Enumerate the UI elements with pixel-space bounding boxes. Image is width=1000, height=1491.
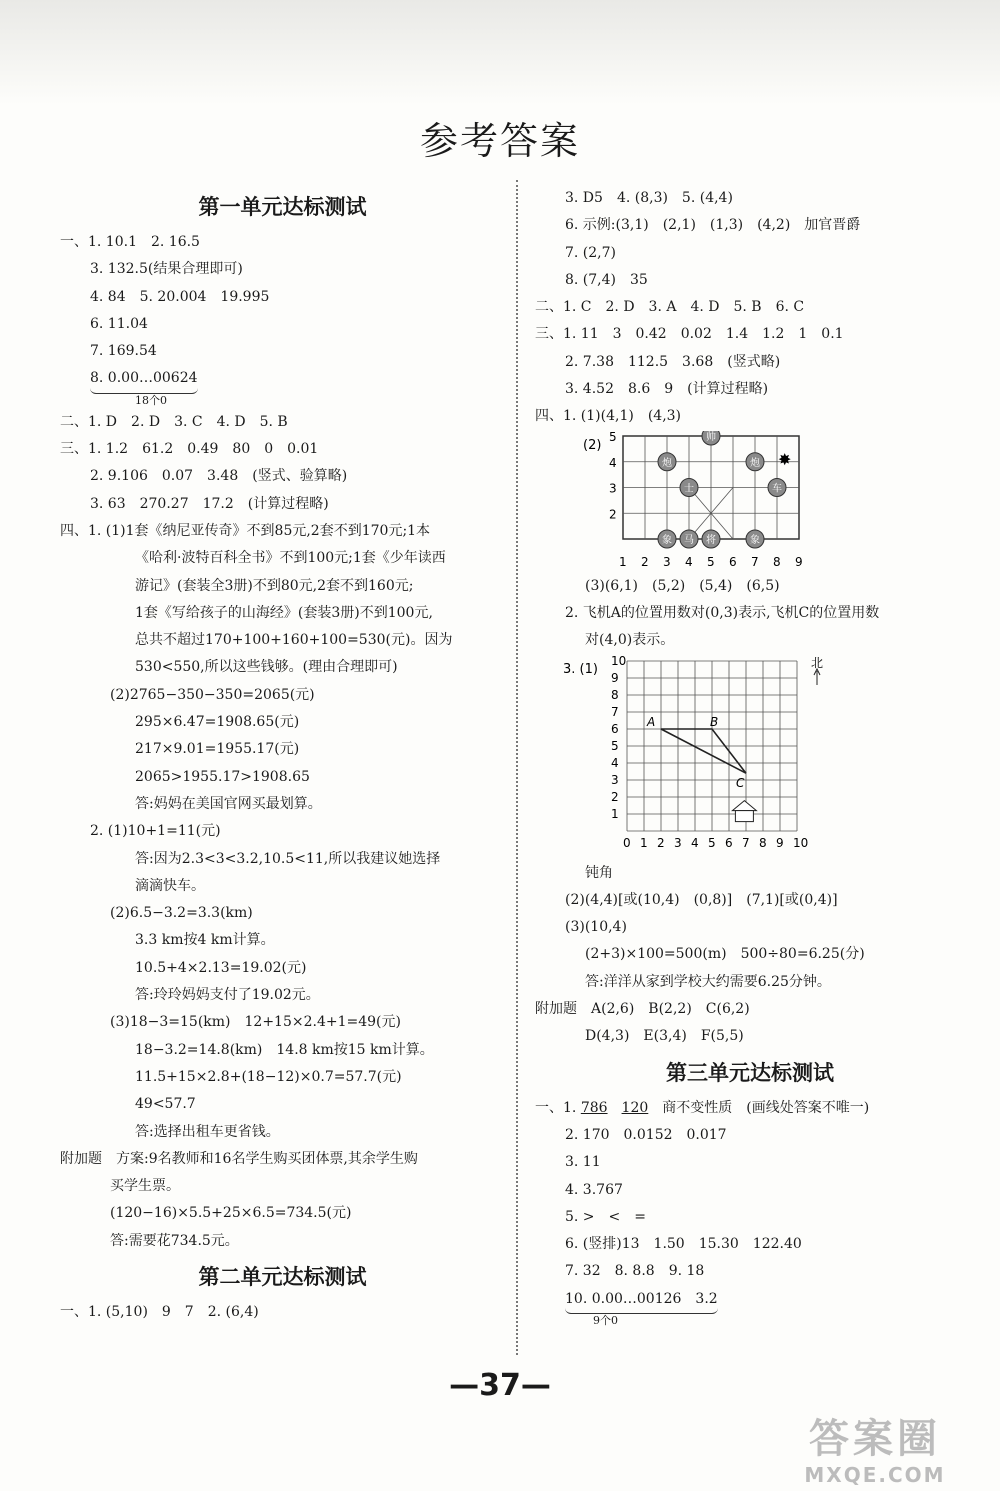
answer-line: 7. 32 8. 8.8 9. 18 [565, 1263, 705, 1280]
x-tick-label: 2 [657, 835, 665, 850]
answer-line: 18−3.2=14.8(km) 14.8 km按15 km计算。 [135, 1041, 434, 1058]
chess-piece-label: 士 [684, 483, 694, 495]
answer-line: 四、1. (1)1套《纳尼亚传奇》不到85元,2套不到170元;1本 [60, 522, 431, 539]
answer-line: 二、1. C 2. D 3. A 4. D 5. B 6. C [535, 299, 805, 316]
answer-line: 对(4,0)表示。 [585, 632, 675, 649]
answer-line: 2065>1955.17>1908.65 [135, 768, 310, 785]
answer-line: 答:洋洋从家到学校大约需要6.25分钟。 [585, 973, 831, 990]
grid-ticks [611, 655, 808, 850]
x-tick-label: 5 [708, 835, 716, 850]
chess-piece-label: 象 [750, 534, 760, 546]
answer-line: (2+3)×100=500(m) 500÷80=6.25(分) [585, 946, 865, 963]
unit3-heading: 第三单元达标测试 [666, 1059, 834, 1085]
answer-line: 7. (2,7) [565, 244, 616, 261]
y-tick-label: 5 [609, 430, 617, 444]
chess-piece-label: 象 [662, 534, 672, 546]
chess-piece-label: 炮 [750, 457, 760, 469]
y-tick-label: 3 [609, 481, 617, 496]
unit2-heading: 第二单元达标测试 [198, 1263, 367, 1289]
answer-line: 游记》(套装全3册)不到80元,2套不到160元; [135, 577, 414, 594]
answer-line: D(4,3) E(3,4) F(5,5) [585, 1028, 744, 1045]
y-tick-label: 4 [611, 755, 619, 770]
watermark-main: 答案圈 [809, 1416, 941, 1462]
x-tick-label: 1 [640, 835, 648, 850]
coordinate-grid-figure [535, 655, 965, 860]
x-tick-label: 6 [729, 554, 737, 569]
star-mark: ✸ [778, 449, 792, 469]
answer-line: 3. 4.52 8.6 9 (计算过程略) [565, 381, 769, 398]
answer-line: 10.5+4×2.13=19.02(元) [135, 959, 307, 976]
x-tick-label: 4 [691, 835, 699, 850]
answer-line: (120−16)×5.5+25×6.5=734.5(元) [110, 1205, 352, 1222]
answer-line: 4. 84 5. 20.004 19.995 [90, 288, 270, 305]
x-tick-label: 5 [707, 554, 715, 569]
watermark-logo [770, 1415, 980, 1487]
grid-label: 3. (1) [563, 661, 598, 677]
answer-line: 3.3 km按4 km计算。 [135, 932, 275, 949]
house-body [735, 810, 753, 821]
zeros-brace: 10. 0.00…00126 3.2 [565, 1286, 718, 1314]
coordinate-grid-svg [535, 655, 865, 860]
answer-line: 49<57.7 [135, 1096, 196, 1113]
answer-line: (3)(10,4) [565, 919, 627, 936]
brace-note: 18个0 [135, 393, 167, 407]
answer-line: 3. 63 270.27 17.2 (计算过程略) [90, 495, 329, 512]
answer-line: 217×9.01=1955.17(元) [135, 741, 300, 758]
answer-line: 2. (1)10+1=11(元) [90, 823, 221, 840]
answer-line: 总共不超过170+100+160+100=530(元)。因为 [135, 632, 453, 649]
answer-line: 答:因为2.3<3<3.2,10.5<11,所以我建议她选择 [135, 850, 441, 867]
answer-line: 2. 7.38 112.5 3.68 (竖式略) [565, 353, 781, 370]
y-tick-label: 10 [611, 654, 627, 668]
chess-board-figure [535, 431, 965, 573]
answer-line: 附加题 方案:9名教师和16名学生购买团体票,其余学生购 [60, 1150, 418, 1167]
answer-line: 295×6.47=1908.65(元) [135, 714, 300, 731]
answer-line: 四、1. (1)(4,1) (4,3) [535, 408, 682, 425]
house-icon [732, 800, 756, 821]
answer-line: (2)2765−350−350=2065(元) [110, 686, 315, 703]
watermark-sub: MXQE.COM [804, 1463, 946, 1487]
answer-line: 3. 11 [565, 1154, 601, 1171]
q1-prefix: 一、1. [535, 1099, 581, 1116]
answer-line: 钝角 [585, 864, 613, 881]
answer-line: 6. 11.04 [90, 315, 148, 332]
answer-line: 一、1. 10.1 2. 16.5 [60, 234, 200, 250]
x-tick-label: 1 [619, 554, 627, 569]
chess-piece-label: 车 [772, 483, 782, 495]
chess-board-svg [535, 431, 835, 573]
answer-line: 2. 9.106 0.07 3.48 (竖式、验算略) [90, 468, 348, 485]
chess-piece-label: 马 [684, 534, 694, 546]
chess-piece-label: 炮 [662, 457, 672, 469]
y-tick-label: 7 [611, 704, 619, 719]
north-label: 北 [811, 655, 824, 670]
x-tick-label: 7 [751, 554, 759, 569]
answer-line: 三、1. 11 3 0.42 0.02 1.4 1.2 1 0.1 [535, 326, 844, 343]
underlined-answer: 786 [580, 1099, 608, 1116]
underlined-answer: 120 [621, 1099, 649, 1116]
answer-line: 2. 飞机A的位置用数对(0,3)表示,飞机C的位置用数 [565, 604, 880, 621]
top-band [0, 0, 1000, 105]
answer-line: 答:选择出租车更省钱。 [135, 1123, 280, 1140]
answer-line: 11.5+15×2.8+(18−12)×0.7=57.7(元) [135, 1068, 402, 1085]
x-tick-label: 0 [623, 835, 631, 850]
y-tick-label: 2 [609, 506, 617, 521]
y-tick-label: 4 [609, 455, 617, 470]
y-tick-label: 2 [611, 789, 619, 804]
answer-line: 三、1. 1.2 61.2 0.49 80 0 0.01 [60, 441, 319, 458]
x-tick-label: 9 [776, 835, 784, 850]
board-x-ticks [619, 555, 803, 569]
answer-line: 买学生票。 [110, 1178, 180, 1195]
zeros-brace: 8. 0.00…00624 [90, 365, 198, 393]
grid-lines [627, 661, 797, 831]
answer-line: 一、1. (5,10) 9 7 2. (6,4) [60, 1303, 259, 1320]
answer-line [60, 365, 505, 392]
answer-line [535, 1286, 965, 1313]
x-tick-label: 4 [685, 554, 693, 569]
x-tick-label: 2 [641, 554, 649, 569]
x-tick-label: 10 [793, 835, 809, 850]
page-title: 参考答案 [419, 119, 580, 163]
answer-line: 4. 3.767 [565, 1181, 623, 1198]
brace-note: 9个0 [593, 1314, 618, 1328]
y-tick-label: 9 [611, 670, 619, 685]
y-tick-label: 8 [611, 687, 619, 702]
chess-piece-label: 将 [706, 534, 716, 546]
y-tick-label: 5 [611, 738, 619, 753]
x-tick-label: 3 [663, 554, 671, 569]
answer-line: 8. (7,4) 35 [565, 271, 648, 288]
board-pieces [658, 431, 786, 548]
x-tick-label: 6 [725, 835, 733, 850]
answer-line: 附加题 A(2,6) B(2,2) C(6,2) [535, 1001, 750, 1018]
answer-line: (3)(6,1) (5,2) (5,4) (6,5) [585, 577, 780, 594]
page-number: —37— [449, 1368, 551, 1403]
right-column [535, 185, 965, 1329]
answer-line: 1套《写给孩子的山海经》(套装3册)不到100元, [135, 604, 433, 621]
unit1-heading: 第一单元达标测试 [198, 194, 367, 219]
answer-line: 二、1. D 2. D 3. C 4. D 5. B [60, 413, 288, 430]
north-arrow-icon [814, 669, 820, 685]
answer-line: 答:玲玲妈妈支付了19.02元。 [135, 987, 320, 1004]
y-tick-label: 3 [611, 772, 619, 787]
answer-line: 3. 132.5(结果合理即可) [90, 261, 243, 278]
answer-line: (2)6.5−3.2=3.3(km) [110, 905, 253, 922]
answer-line: 答:妈妈在美国官网买最划算。 [135, 795, 322, 812]
point-a-label: A [647, 714, 656, 729]
y-tick-label: 6 [611, 721, 619, 736]
chess-label: (2) [583, 437, 602, 453]
house-roof [732, 800, 756, 810]
answer-line: 《哈利·波特百科全书》不到100元;1套《少年读西 [135, 550, 446, 567]
answer-line: 2. 170 0.0152 0.017 [565, 1126, 727, 1143]
point-b-label: B [710, 714, 719, 729]
answer-line: 7. 169.54 [90, 343, 157, 360]
x-tick-label: 3 [674, 835, 682, 850]
x-tick-label: 7 [742, 835, 750, 850]
q1-rest: 商不变性质 (画线处答案不唯一) [648, 1099, 870, 1116]
x-tick-label: 8 [773, 554, 781, 569]
x-tick-label: 9 [795, 554, 803, 569]
answer-line [535, 1095, 965, 1122]
answer-line: 530<550,所以这些钱够。(理由合理即可) [135, 659, 398, 676]
y-tick-label: 1 [611, 806, 619, 821]
answer-line: (2)(4,4)[或(10,4) (0,8)] (7,1)[或(0,4)] [565, 891, 838, 908]
answer-line: 5. > < = [565, 1208, 646, 1225]
answer-line: 滴滴快车。 [135, 877, 205, 894]
answer-line: 6. (竖排)13 1.50 15.30 122.40 [565, 1236, 802, 1253]
answer-line: (3)18−3=15(km) 12+15×2.4+1=49(元) [110, 1014, 401, 1031]
point-c-label: C [736, 775, 745, 790]
left-column [60, 185, 505, 1326]
x-tick-label: 8 [759, 835, 767, 850]
answer-line: 答:需要花734.5元。 [110, 1232, 239, 1249]
chess-piece-label: 帅 [706, 431, 716, 443]
triangle-abc [661, 729, 746, 773]
column-divider [516, 180, 518, 1355]
answer-line: 6. 示例:(3,1) (2,1) (1,3) (4,2) 加官晋爵 [565, 217, 861, 234]
board-y-ticks [609, 431, 617, 521]
answer-line: 3. D5 4. (8,3) 5. (4,4) [565, 190, 733, 206]
